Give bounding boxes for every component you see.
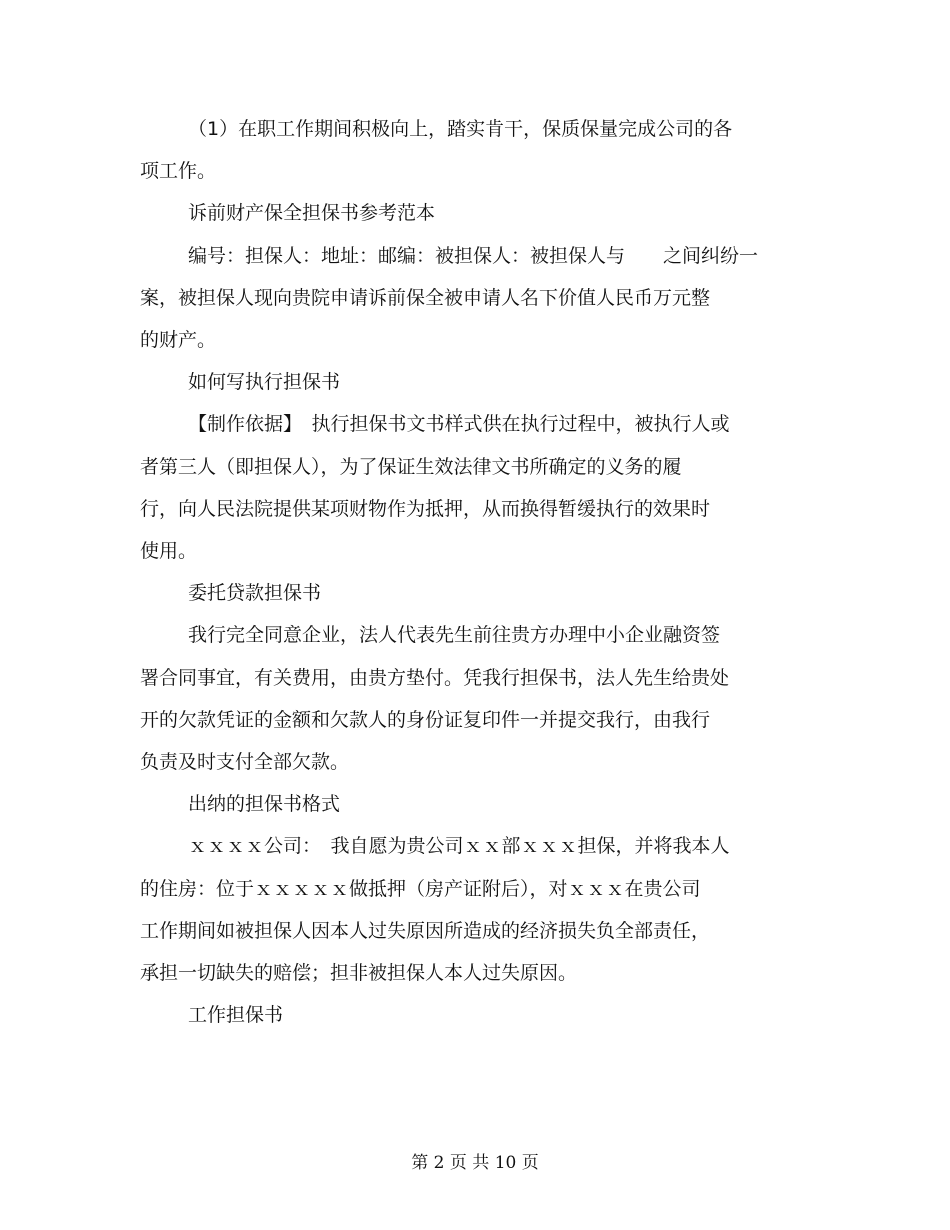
section-heading: 工作担保书 xyxy=(188,1004,284,1026)
paragraph-line: 的住房：位于ｘｘｘｘｘ做抵押（房产证附后），对ｘｘｘ在贵公司 xyxy=(140,878,701,900)
paragraph-line: 行，向人民法院提供某项财物作为抵押，从而换得暂缓执行的效果时 xyxy=(140,498,711,520)
paragraph-line: 我行完全同意企业，法人代表先生前往贵方办理中小企业融资签 xyxy=(188,624,721,646)
paragraph-line: ｘｘｘｘ公司： 我自愿为贵公司ｘｘ部ｘｘｘ担保，并将我本人 xyxy=(188,835,730,857)
paragraph-line: （1）在职工作期间积极向上，踏实肯干，保质保量完成公司的各 xyxy=(188,118,733,140)
paragraph-line: 开的欠款凭证的金额和欠款人的身份证复印件一并提交我行，由我行 xyxy=(140,709,711,731)
paragraph-line: 【制作依据】 执行担保书文书样式供在执行过程中，被执行人或 xyxy=(188,413,730,435)
paragraph-line: 的财产。 xyxy=(140,329,217,351)
section-heading: 诉前财产保全担保书参考范本 xyxy=(188,202,436,224)
paragraph-line: 署合同事宜，有关费用，由贵方垫付。凭我行担保书，法人先生给贵处 xyxy=(140,667,730,689)
section-heading: 委托贷款担保书 xyxy=(188,582,322,604)
paragraph-line: 承担一切缺失的赔偿；担非被担保人本人过失原因。 xyxy=(140,962,578,984)
paragraph-line: 负责及时支付全部欠款。 xyxy=(140,751,350,773)
page-number-footer: 第 2 页 共 10 页 xyxy=(411,1153,539,1173)
paragraph-line: 项工作。 xyxy=(140,160,217,182)
paragraph-line: 编号：担保人：地址：邮编：被担保人：被担保人与 之间纠纷一 xyxy=(188,245,759,267)
section-heading: 出纳的担保书格式 xyxy=(188,793,341,815)
paragraph-line: 使用。 xyxy=(140,540,198,562)
paragraph-line: 者第三人（即担保人），为了保证生效法律文书所确定的义务的履 xyxy=(140,456,682,478)
paragraph-line: 工作期间如被担保人因本人过失原因所造成的经济损失负全部责任， xyxy=(140,920,711,942)
paragraph-line: 案，被担保人现向贵院申请诉前保全被申请人名下价值人民币万元整 xyxy=(140,287,711,309)
section-heading: 如何写执行担保书 xyxy=(188,371,341,393)
